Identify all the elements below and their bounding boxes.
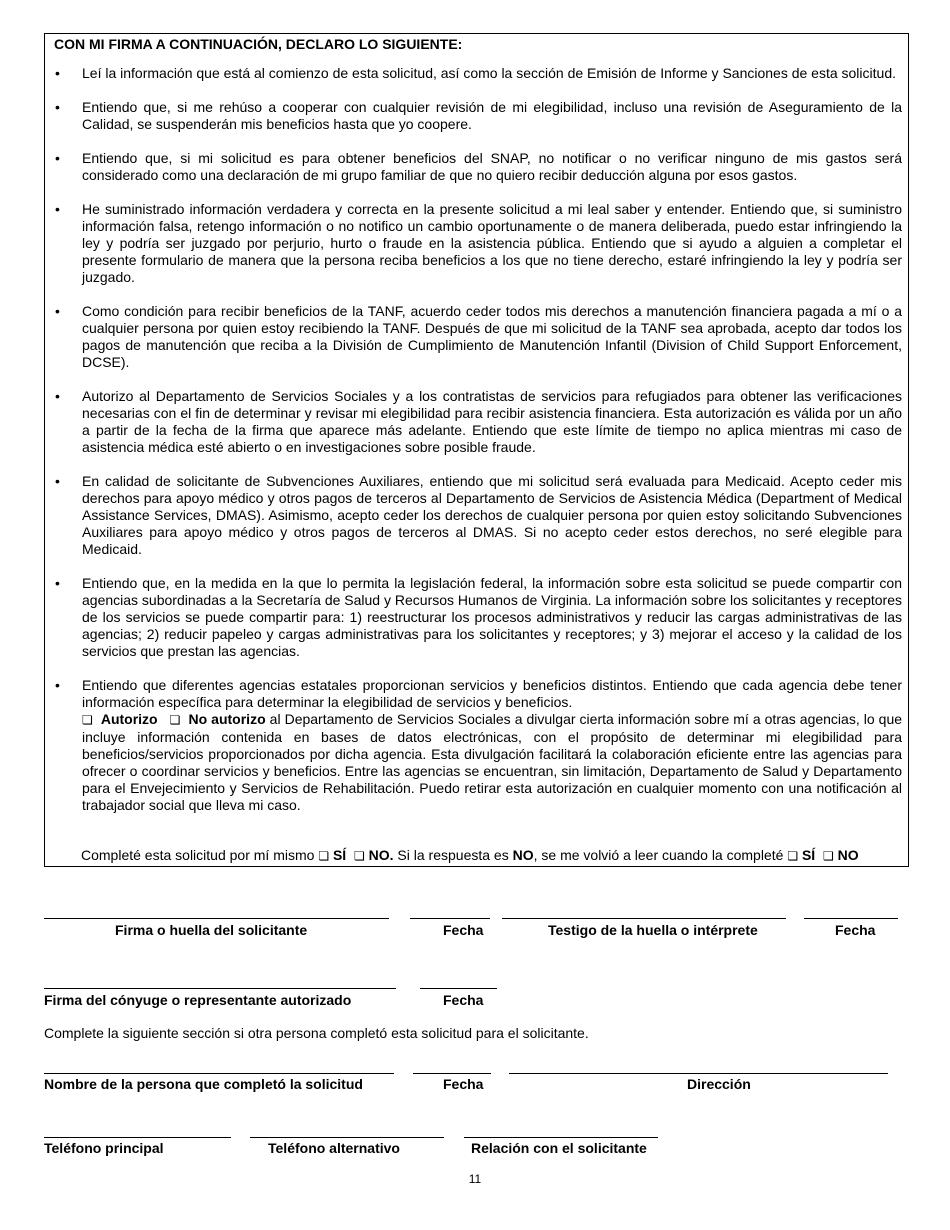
checkbox-icon[interactable]: ❏ <box>169 713 181 727</box>
other-person-note: Complete la siguiente sección si otra persona completó esta solicitud para el solicitante. <box>44 1025 589 1041</box>
relationship-label: Relación con el solicitante <box>471 1140 647 1156</box>
address-line[interactable] <box>509 1073 888 1074</box>
checkbox-icon[interactable]: ❏ <box>787 849 799 863</box>
reread-yes-option: SÍ <box>801 847 816 863</box>
declaration-item: • Leí la información que está al comienzo de esta solicitud, así como la sección de Emisión de Informe y Sanciones de esta solicitud. <box>45 65 910 82</box>
witness-label: Testigo de la huella o intérprete <box>548 922 758 938</box>
declaration-item: • Entiendo que, si mi solicitud es para obtener beneficios del SNAP, no notificar o no verificar ninguno de mis gastos será considerado como una declaración de mi grupo familiar de que no quiero recibir deducción alguna por esos gastos. <box>45 150 910 184</box>
authorize-option-label: Autorizo <box>100 711 158 727</box>
spouse-signature-line[interactable] <box>44 988 396 989</box>
reread-no-option: NO <box>837 847 859 863</box>
declaration-item: • En calidad de solicitante de Subvenciones Auxiliares, entiendo que mi solicitud será evaluada para Medicaid. Acepto ceder mis derechos para apoyo médico y otros pagos de terceros al Departamento de Servicios de Asistencia Médica (Department of Medical Assistance Services, DMAS). Asimismo, acepto ceder los derechos de cualquier persona por quien estoy solicitando Subvenciones Auxiliares para apoyo médico y otros pagos de terceros al DMAS. Si no acepto ceder estos derechos, no seré elegible para Medicaid. <box>45 473 910 558</box>
address-label: Dirección <box>687 1076 751 1092</box>
self-completed-line: Completé esta solicitud por mí mismo ❏ SÍ ❏ NO. Si la respuesta es NO, se me volvió a leer cuando la completé ❏ SÍ ❏ NO <box>81 847 859 863</box>
page-number: 11 <box>468 1172 482 1186</box>
no-option: NO. <box>368 847 394 863</box>
date-label: Fecha <box>443 922 484 938</box>
declaration-title: CON MI FIRMA A CONTINUACIÓN, DECLARO LO SIGUIENTE: <box>54 36 463 52</box>
date-label: Fecha <box>443 992 484 1008</box>
spouse-signature-label: Firma del cónyuge o representante autorizado <box>44 992 352 1008</box>
completer-name-line[interactable] <box>44 1073 394 1074</box>
authorization-paragraph <box>82 711 902 814</box>
completer-name-label: Nombre de la persona que completó la solicitud <box>44 1076 363 1092</box>
declaration-item: • Autorizo al Departamento de Servicios Sociales y a los contratistas de servicios para refugiados para obtener las verificaciones necesarias con el fin de determinar y revisar mi elegibilidad para recibir asistencia financiera. Esta autorización es válida por un año a partir de la fecha de la firma que aparece más adelante. Entiendo que este límite de tiempo no aplica mientras mi caso de asistencia médica esté abierto o en investigaciones sobre posible fraude. <box>45 388 910 456</box>
declaration-item: • Entiendo que, si me rehúso a cooperar con cualquier revisión de mi elegibilidad, incluso una revisión de Aseguramiento de la Calidad, se suspenderán mis beneficios hasta que yo coopere. <box>45 99 910 133</box>
yes-option: SÍ <box>332 847 347 863</box>
checkbox-icon[interactable]: ❏ <box>82 713 93 727</box>
declaration-item: • He suministrado información verdadera y correcta en la presente solicitud a mi leal saber y entender. Entiendo que, si suministro información falsa, retengo información o no notifico un cambio oportunamente o de manera deliberada, puedo estar infringiendo la ley y podría ser juzgado por perjurio, hurto o fraude en la asistencia pública. Entiendo que si ayudo a alguien a completar el presente formulario de manera que la persona reciba beneficios a los que no tiene derecho, estaré infringiendo la ley y podría ser juzgado. <box>45 201 910 286</box>
phone-alt-line[interactable] <box>250 1137 444 1138</box>
phone-main-line[interactable] <box>44 1137 231 1138</box>
completer-date-line[interactable] <box>413 1073 491 1074</box>
phone-main-label: Teléfono principal <box>44 1140 164 1156</box>
applicant-signature-label: Firma o huella del solicitante <box>115 922 308 938</box>
declaration-item: • Entiendo que, en la medida en la que lo permita la legislación federal, la información sobre esta solicitud se puede compartir con agencias subordinadas a la Secretaría de Salud y Recursos Humanos de Virginia. La información sobre los solicitantes y receptores de los servicios se puede compartir para: 1) reestructurar los procesos administrativos y reducir las cargas administrativas de las agencias; 2) reducir papeleo y cargas administrativas para los solicitantes y receptores; y 3) mejorar el acceso y la calidad de los servicios que prestan las agencias. <box>45 575 910 660</box>
witness-signature-line[interactable] <box>502 918 786 919</box>
witness-date-line[interactable] <box>804 918 898 919</box>
declaration-box <box>44 33 909 867</box>
authorization-text: al Departamento de Servicios Sociales a divulgar cierta información sobre mí a otras agencias, lo que incluye información contenida en bases de datos electrónicas, con el propósito de determinar mi elegibilidad para beneficios/servicios proporcionados por dicha agencia. Esta divulgación facilitará la colaboración eficiente entre las agencias para ofrecer o coordinar servicios y beneficios. Entre las agencias se encuentran, sin limitación, Departamento de Salud y Departamento para el Envejecimiento y Servicios de Rehabilitación. Puedo retirar esta autorización en cualquier momento con una notificación al trabajador social que lleva mi caso. <box>82 711 903 813</box>
declaration-item-authorization: • Entiendo que diferentes agencias estatales proporcionan servicios y beneficios distintos. Entiendo que cada agencia debe tener información específica para determinar la elegibilidad de servicios y beneficios. ❏ Autorizo ❏ No autorizo al Departamento de Servicios Sociales a divulgar cierta información sobre mí a otras agencias, lo que incluye información contenida en bases de datos electrónicas, con el propósito de determinar mi elegibilidad para beneficios/servicios proporcionados por dicha agencia. Esta divulgación facilitará la colaboración eficiente entre las agencias para ofrecer o coordinar servicios y beneficios. Entre las agencias se encuentran, sin limitación, Departamento de Salud y Departamento para el Envejecimiento y Servicios de Rehabilitación. Puedo retirar esta autorización en cualquier momento con una notificación al trabajador social que lleva mi caso. <box>45 677 910 814</box>
phone-alt-label: Teléfono alternativo <box>268 1140 400 1156</box>
not-authorize-option-label: No autorizo <box>188 711 266 727</box>
declaration-list <box>45 65 910 831</box>
date-label: Fecha <box>443 1076 484 1092</box>
date-label: Fecha <box>835 922 876 938</box>
spouse-date-line[interactable] <box>420 988 497 989</box>
applicant-date-line[interactable] <box>410 918 490 919</box>
relationship-line[interactable] <box>464 1137 658 1138</box>
declaration-item: • Como condición para recibir beneficios de la TANF, acuerdo ceder todos mis derechos a manutención financiera pagada a mí o a cualquier persona por quien estoy recibiendo la TANF. Después de que mi solicitud de la TANF sea aprobada, acepto dar todos los pagos de manutención que reciba a la División de Cumplimiento de Manutención Infantil (Division of Child Support Enforcement, DCSE). <box>45 303 910 371</box>
applicant-signature-line[interactable] <box>44 918 389 919</box>
checkbox-icon[interactable]: ❏ <box>353 849 365 863</box>
checkbox-icon[interactable]: ❏ <box>822 849 834 863</box>
checkbox-icon[interactable]: ❏ <box>318 849 330 863</box>
